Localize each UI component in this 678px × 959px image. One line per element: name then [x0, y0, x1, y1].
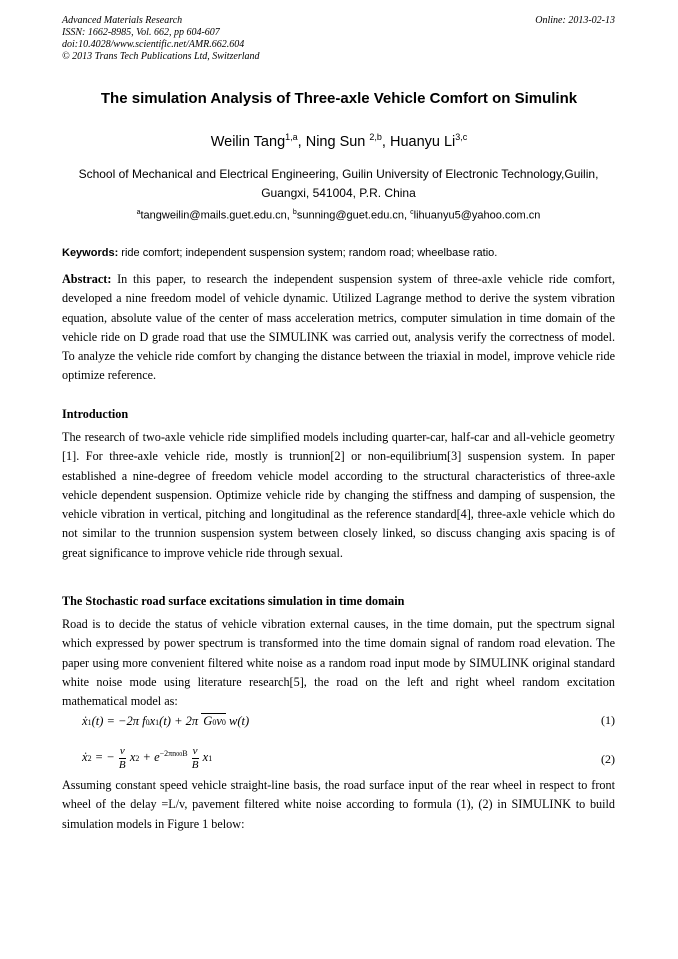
author-separator: , [381, 133, 390, 150]
email-marker: a [136, 209, 141, 216]
copyright-line: © 2013 Trans Tech Publications Ltd, Switzerland [62, 51, 260, 62]
email-address[interactable]: tangweilin@mails.guet.edu.cn, [140, 209, 293, 222]
author-name: Weilin Tang [210, 133, 286, 150]
journal-header [62, 15, 615, 63]
section-heading-stochastic: The Stochastic road surface excitations simulation in time domain [62, 594, 405, 608]
abstract [62, 270, 615, 386]
author-affil-marker: 1,a [285, 132, 298, 142]
paper-title: The simulation Analysis of Three-axle Vehicle Comfort on Simulink [100, 90, 578, 107]
email-address[interactable]: sunning@guet.edu.cn, [296, 209, 411, 222]
equation-2 [82, 745, 615, 772]
author-name: Huanyu Li [389, 133, 456, 150]
author-separator: , [297, 133, 306, 150]
equation-1-number: (1) [601, 713, 615, 727]
abstract-label: Abstract: [62, 272, 112, 286]
stochastic-text: Road is to decide the status of vehicle vibration external causes, in the time domain, put the spectrum signal which expressed by power spectrum is transformed into the time domain signal of random road elevation. The paper using more convenient filtered white noise as a random road input mode by SIMULINK original standard white noise mode using literature research[5], the road on the left and right wheel random excitation mathematical model as: [62, 617, 615, 709]
author-affil-marker: 2,b [369, 132, 382, 142]
author-list [40, 132, 638, 150]
closing-text: Assuming constant speed vehicle straight-line basis, the road surface input of the rear wheel in respect to front wheel of the delay =L/v, pavement filtered white noise according to formula (1), (2) in SIMULINK to build simulation models in Figure 1 below: [62, 778, 615, 831]
equation-2-number: (2) [601, 752, 615, 766]
issn-line: ISSN: 1662-8985, Vol. 662, pp 604-607 [62, 27, 220, 38]
email-list [62, 209, 615, 222]
keywords [62, 247, 615, 259]
section-heading-introduction: Introduction [62, 407, 129, 421]
author-name: Ning Sun [305, 133, 366, 150]
equation-2-body: ẋ2 = − $\frac{v}{B}$ $x2 + e^{-2\pi n00B}$ $\frac{v}{B}$ x1 [82, 745, 213, 771]
equation-1 [82, 713, 615, 729]
introduction-text: The research of two-axle vehicle ride simplified models including quarter-car, half-car and all-vehicle geometry [1]. For three-axle vehicle ride, mostly is trunnion[2] or non-equilibrium[3] suspension system. In paper established a nine-degree of freedom vehicle model according to the structural characteristics of three-axle vehicle dependent suspension. Optimize vehicle ride by changing the stiffness and damping of suspension, the vehicle vibration in vertical, pitching and longitudinal as the reference standard[4], three-axle vehicle which do not similar to the trunnion suspension system between closely linked, so discuss changing axis spacing is of great significance to improve vehicle ride through sexual. [62, 430, 615, 560]
author-affil-marker: 3,c [455, 132, 468, 142]
equation-1-body: ẋ1(t) = −2π f0x1(t) + 2π G0v0 w(t) [82, 714, 250, 728]
journal-name: Advanced Materials Research [62, 15, 183, 26]
abstract-text: In this paper, to research the independent suspension system of three-axle vehicle ride comfort, developed a nine freedom model of vehicle dynamic. Utilized Lagrange method to derive the system vibration equation, absolute value of the center of mass acceleration metrics, computer simulation in time domain of the vehicle ride on D grade road that use the SIMULINK was carried out, analysis verify the correctness of model. To analyze the vehicle ride comfort by changing the distance between the triaxial in model, improve vehicle ride optimize reference. [62, 272, 615, 383]
online-date: Online: 2013-02-13 [535, 15, 615, 26]
affiliation: School of Mechanical and Electrical Engineering, Guilin University of Electronic Technology,Guilin, Guangxi, 541004, P.R. China [78, 167, 599, 200]
keywords-label: Keywords: [62, 247, 119, 259]
keywords-text: ride comfort; independent suspension system; random road; wheelbase ratio. [118, 247, 498, 259]
doi-line: doi:10.4028/www.scientific.net/AMR.662.604 [62, 39, 245, 50]
email-marker: c [410, 209, 414, 216]
email-address[interactable]: lihuanyu5@yahoo.com.cn [413, 209, 541, 222]
email-marker: b [292, 209, 297, 216]
